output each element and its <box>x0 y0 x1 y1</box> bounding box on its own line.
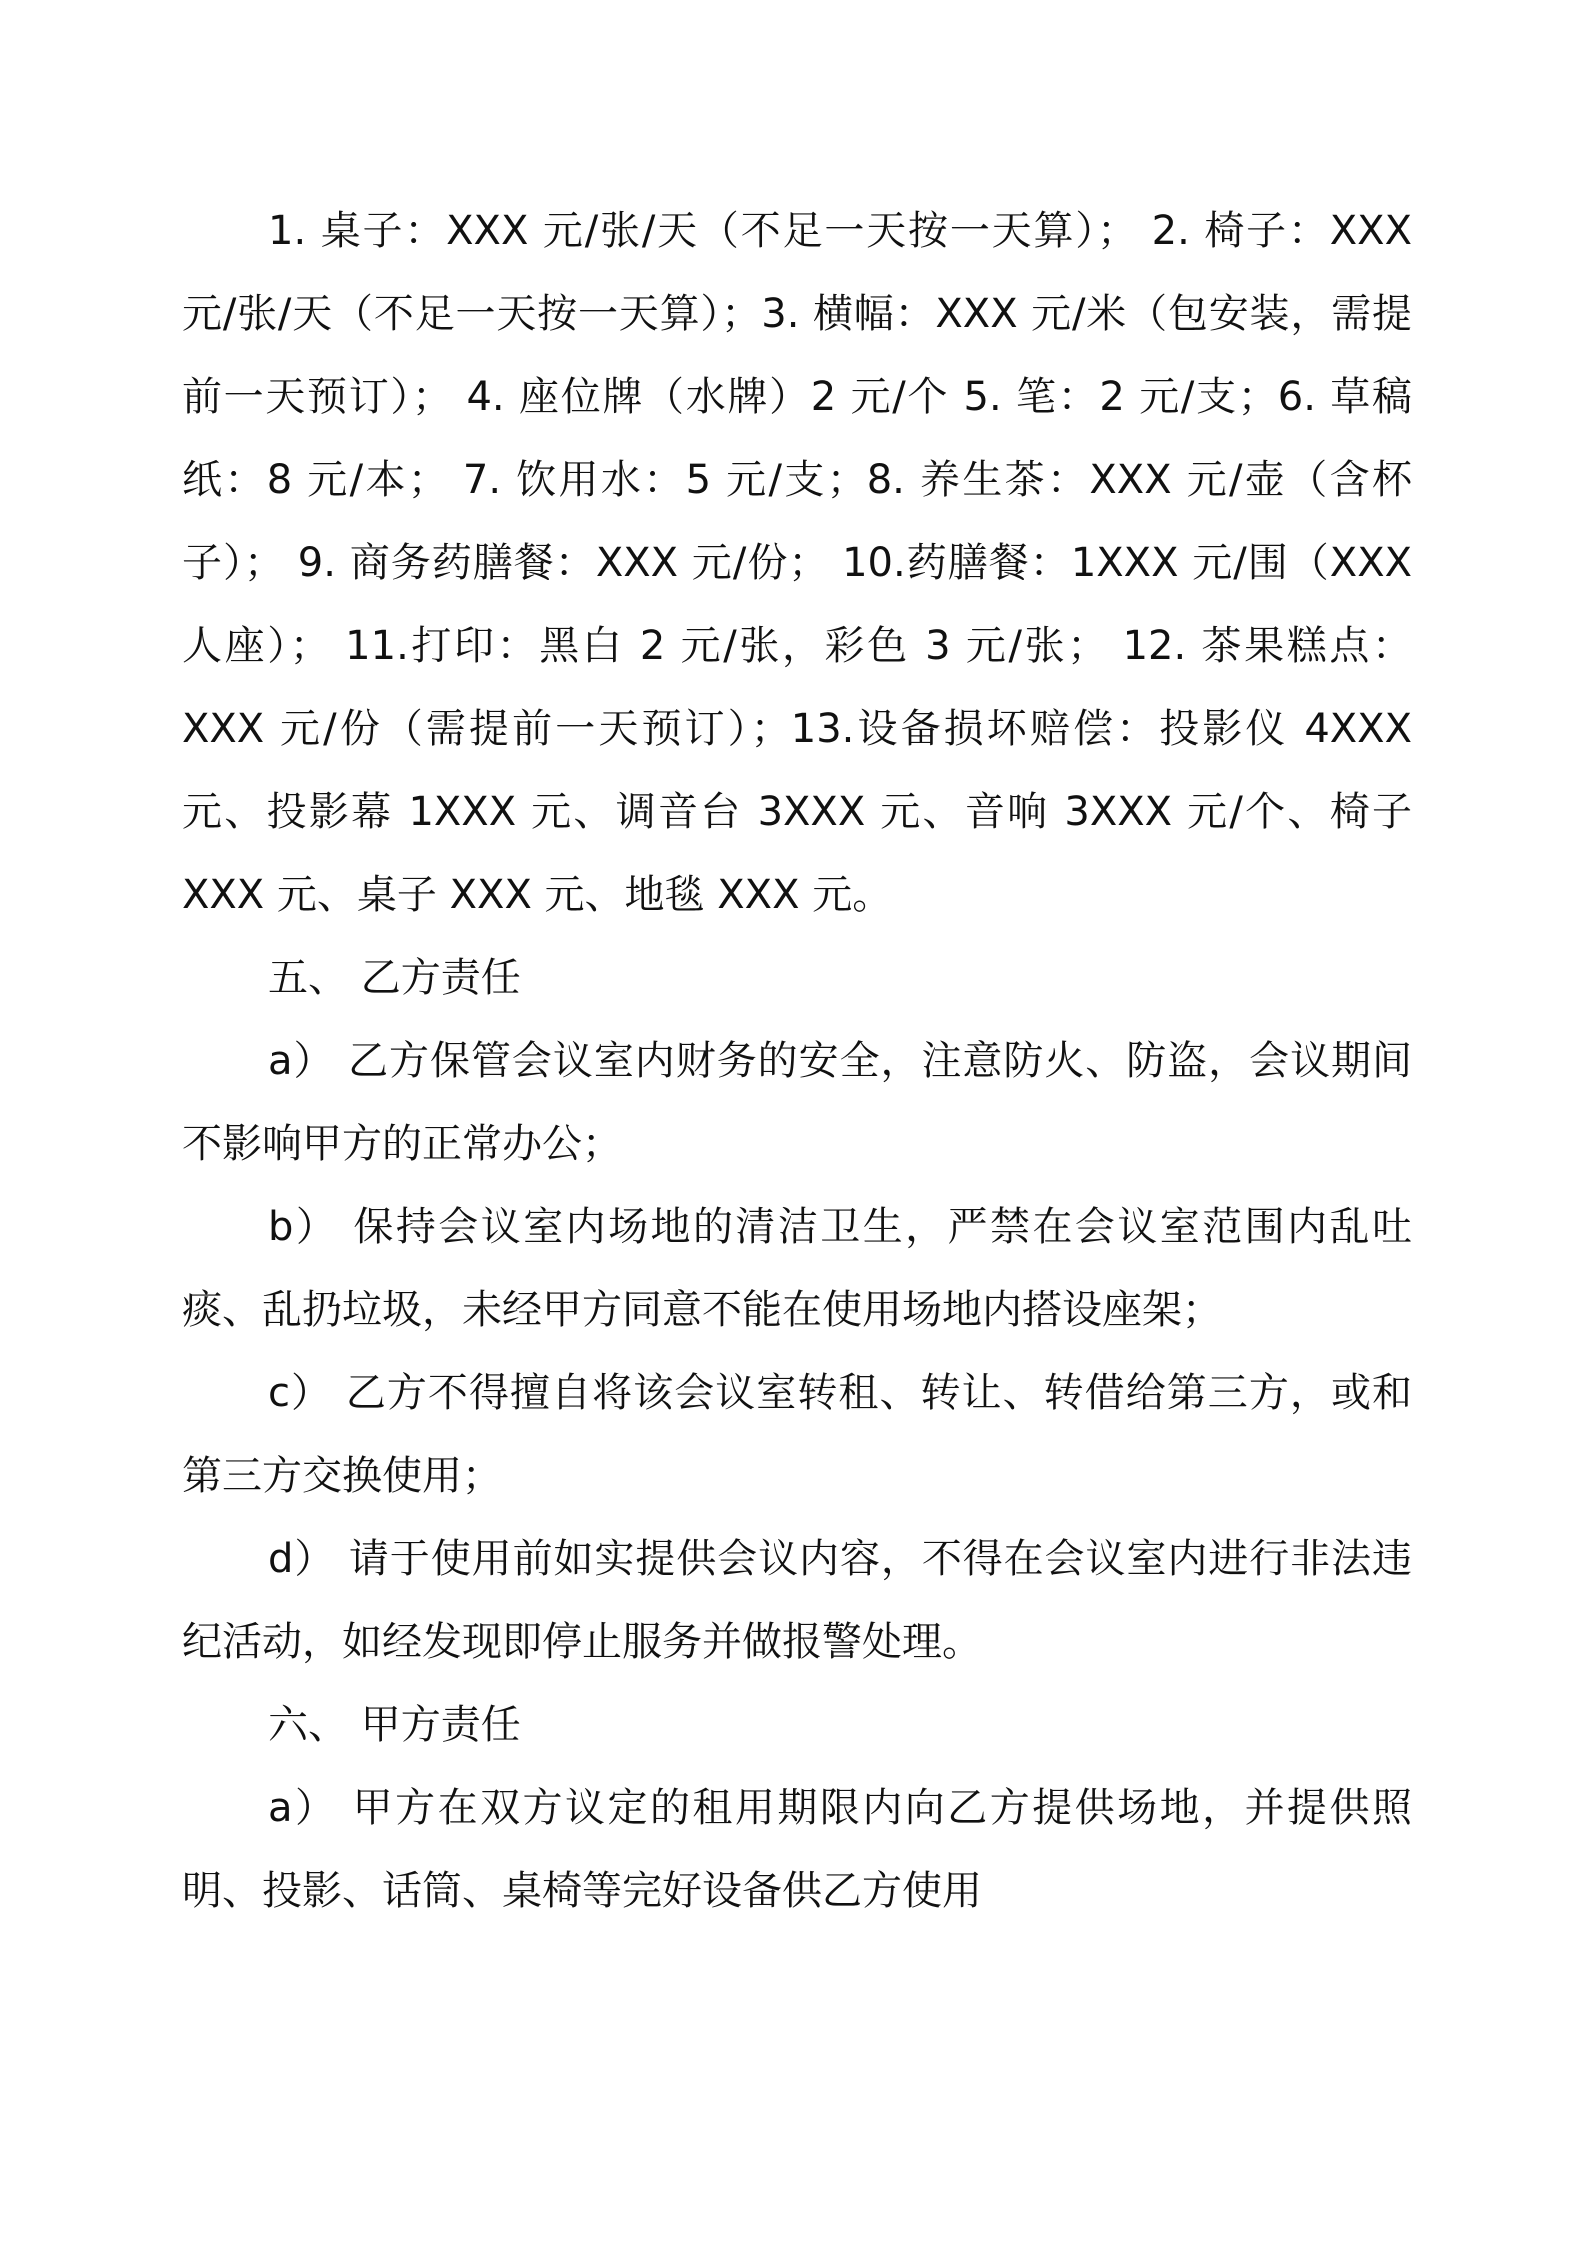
pricing-list-paragraph: 1. 桌子：XXX 元/张/天（不足一天按一天算）； 2. 椅子：XXX 元/张/天（不足一天按一天算）；3. 横幅：XXX 元/米（包安装，需提前一天预订）； 4. 座位牌（水牌）2 元/个 5. 笔：2 元/支；6. 草稿纸：8 元/本； 7. 饮用水：5 元/支；8. 养生茶：XXX 元/壶（含杯子）； 9. 商务药膳餐：XXX 元/份； 10.药膳餐：1XXX 元/围（XXX 人座）； 11.打印：黑白 2 元/张，彩色 3 元/张； 12. 茶果糕点：XXX 元/份（需提前一天预订）；13.设备损坏赔偿：投影仪 4XXX 元、投影幕 1XXX 元、调音台 3XXX 元、音响 3XXX 元/个、椅子 XXX 元、桌子 XXX 元、地毯 XXX 元。 <box>182 208 1412 918</box>
party-b-clause-c: c） 乙方不得擅自将该会议室转租、转让、转借给第三方，或和第三方交换使用； <box>182 1370 1412 1499</box>
party-b-clause-a: a） 乙方保管会议室内财务的安全，注意防火、防盗，会议期间不影响甲方的正常办公； <box>182 1038 1412 1167</box>
party-b-clause-b: b） 保持会议室内场地的清洁卫生，严禁在会议室范围内乱吐痰、乱扔垃圾，未经甲方同意不能在使用场地内搭设座架； <box>182 1204 1412 1333</box>
party-b-clause-d: d） 请于使用前如实提供会议内容，不得在会议室内进行非法违纪活动，如经发现即停止服务并做报警处理。 <box>182 1536 1412 1665</box>
section-heading-party-a: 六、 甲方责任 <box>268 1702 521 1748</box>
section-heading-party-b: 五、 乙方责任 <box>268 955 521 1001</box>
document-body <box>182 190 1412 1933</box>
party-a-clause-a: a） 甲方在双方议定的租用期限内向乙方提供场地，并提供照明、投影、话筒、桌椅等完好设备供乙方使用 <box>182 1785 1412 1914</box>
